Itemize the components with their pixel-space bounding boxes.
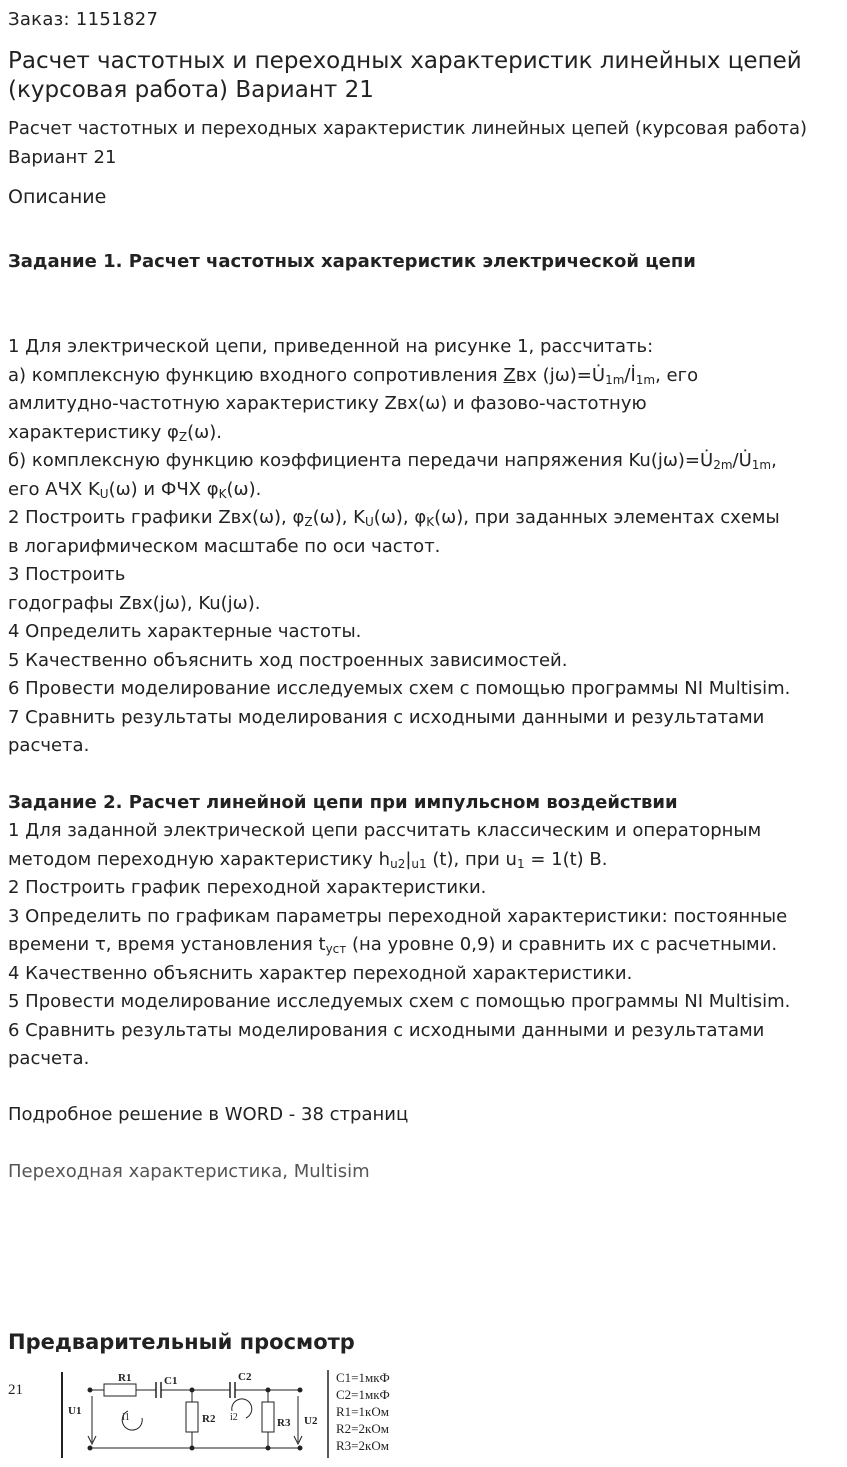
- task2-line-9: расчета.: [8, 1048, 90, 1069]
- variant-number: 21: [8, 1382, 23, 1398]
- resistor-r1: [104, 1384, 136, 1396]
- task2-line-2: методом переходную характеристику $h_{u2}|_{u1}$ (t), при $u_1 = 1(t)$ В.: [8, 848, 608, 871]
- label-u2: U2: [304, 1415, 318, 1427]
- node-out-bottom: [298, 1446, 302, 1450]
- task1-line-13: 6 Провести моделирование исследуемых схем с помощью программы NI Multisim.: [8, 678, 791, 699]
- task2-line-3: 2 Построить график переходной характеристики.: [8, 877, 487, 898]
- task2-line-4: 3 Определить по графикам параметры переходной характеристики: постоянные: [8, 905, 788, 927]
- task2-body: [8, 817, 843, 1074]
- task1-line-3: амлитудно-частотную характеристику Zвх(ω) и фазово-частотную: [8, 393, 647, 414]
- task1-body: [8, 333, 843, 761]
- label-c1: C1: [164, 1375, 178, 1387]
- param-r3: R3=2кОм: [336, 1438, 389, 1453]
- circuit-preview-image: [0, 1364, 430, 1464]
- task2-line-6: 4 Качественно объяснить характер переходной характеристики.: [8, 962, 633, 984]
- solution-note: Подробное решение в WORD - 38 страниц: [8, 1104, 409, 1125]
- label-u1: U1: [68, 1405, 82, 1417]
- task1-line-9: 3 Построить: [8, 564, 126, 585]
- label-i1: i1: [122, 1412, 130, 1423]
- node-r2-top: [190, 1388, 194, 1392]
- tag-link-multisim[interactable]: Multisim: [293, 1161, 370, 1182]
- task1-line-10: годографы Zвх(jω), Ku(jω).: [8, 592, 261, 614]
- param-r2: R2=2кОм: [336, 1421, 389, 1436]
- resistor-r3: [262, 1402, 274, 1432]
- node-in-bottom: [88, 1446, 92, 1450]
- resistor-r2: [186, 1402, 198, 1432]
- task1-line-2: а) комплексную функцию входного сопротивления Zвх $(j\omega)=U̇_{1m}/İ_{1m}$, его: [8, 364, 699, 387]
- task1-heading: Задание 1. Расчет частотных характеристик электрической цепи: [8, 251, 696, 272]
- task1-line-4: характеристику $\varphi_Z(\omega)$.: [8, 421, 222, 444]
- label-c2: C2: [238, 1371, 252, 1383]
- label-r1: R1: [118, 1372, 132, 1384]
- task2-line-7: 5 Провести моделирование исследуемых схем с помощью программы NI Multisim.: [8, 991, 791, 1012]
- task1-line-14: 7 Сравнить результаты моделирования с исходными данными и результатами: [8, 706, 765, 728]
- task1-line-8: в логарифмическом масштабе по оси частот.: [8, 535, 441, 557]
- param-r1: R1=1кОм: [336, 1404, 389, 1419]
- param-c2: C2=1мкФ: [336, 1387, 390, 1402]
- task1-line-15: расчета.: [8, 735, 90, 756]
- tag-list: [8, 1161, 370, 1182]
- task1-line-11: 4 Определить характерные частоты.: [8, 621, 362, 642]
- label-i2: i2: [230, 1412, 238, 1423]
- task1-line-12: 5 Качественно объяснить ход построенных зависимостей.: [8, 649, 568, 671]
- task2-line-5: времени τ, время установления $t_{уст}$ (на уровне 0,9) и сравнить их с расчетными.: [8, 934, 778, 956]
- node-out-top: [298, 1388, 302, 1392]
- task2-line-1: 1 Для заданной электрической цепи рассчитать классическим и операторным: [8, 820, 762, 841]
- node-r3-top: [266, 1388, 270, 1392]
- label-r2: R2: [202, 1413, 216, 1425]
- param-c1: C1=1мкФ: [336, 1370, 390, 1385]
- preview-heading: Предварительный просмотр: [8, 1330, 355, 1354]
- task1-line-7: 2 Построить графики Zвх(ω), $\varphi_Z(\omega)$, $K_U(\omega)$, $\varphi_K(\omega)$, при заданных элементах схемы: [8, 507, 780, 529]
- task2-line-8: 6 Сравнить результаты моделирования с исходными данными и результатами: [8, 1019, 765, 1041]
- task2-heading: Задание 2. Расчет линейной цепи при импульсном воздействии: [8, 792, 678, 813]
- task1-line-5: б) комплексную функцию коэффициента передачи напряжения $Ku(j\omega)=U̇_{2m}/U̇_{1m}$,: [8, 450, 777, 472]
- node-in-top: [88, 1388, 92, 1392]
- label-r3: R3: [277, 1417, 291, 1429]
- tag-link-transient[interactable]: Переходная характеристика: [8, 1161, 283, 1182]
- description-label: Описание: [8, 186, 107, 208]
- node-r3-bottom: [266, 1446, 270, 1450]
- page-subtitle: Расчет частотных и переходных характеристик линейных цепей (курсовая работа) Вариант 21: [8, 118, 808, 168]
- task1-line-1: 1 Для электрической цепи, приведенной на рисунке 1, рассчитать:: [8, 336, 654, 357]
- tag-separator: ,: [282, 1161, 294, 1182]
- task1-line-6: его АЧХ $K_U(\omega)$ и ФЧХ $\varphi_K(\omega)$.: [8, 478, 262, 501]
- node-r2-bottom: [190, 1446, 194, 1450]
- page-title: Расчет частотных и переходных характеристик линейных цепей (курсовая работа) Вариант 21: [8, 48, 802, 103]
- order-number: Заказ: 1151827: [8, 9, 159, 30]
